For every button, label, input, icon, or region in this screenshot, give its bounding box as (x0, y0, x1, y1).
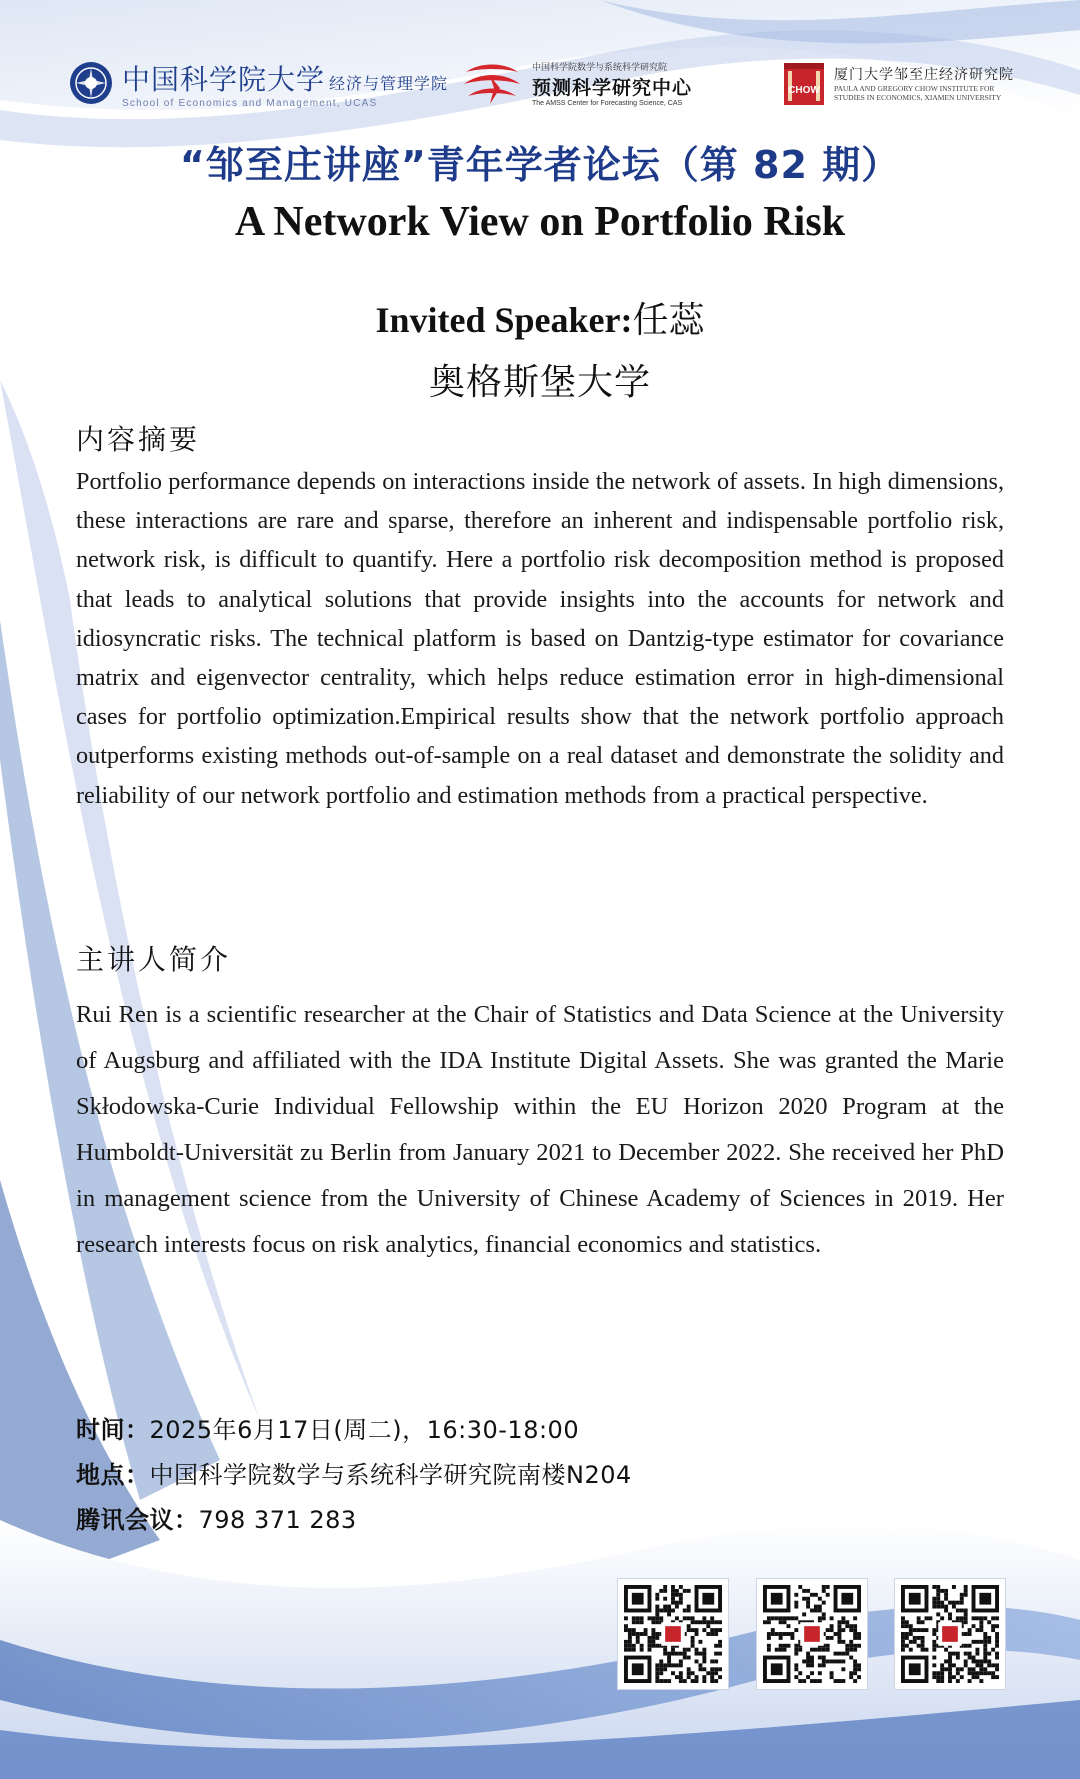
event-meeting (76, 1500, 357, 1535)
forecast-center-logo-icon (460, 58, 524, 108)
qr-code-1[interactable] (617, 1578, 729, 1690)
qr-code-icon (763, 1585, 861, 1683)
meeting-value: 798 371 283 (198, 1506, 357, 1534)
time-label: 时间： (76, 1416, 150, 1444)
meeting-label: 腾讯会议： (76, 1506, 199, 1534)
qr-code-2[interactable] (756, 1578, 868, 1690)
qr-code-icon (901, 1585, 999, 1683)
ucas-en-name: School of Economics and Management, UCAS (122, 97, 378, 109)
speaker-affiliation: 奥格斯堡大学 (428, 362, 651, 403)
event-place (76, 1455, 632, 1490)
bio-text: Rui Ren is a scientific researcher at the Chair of Statistics and Data Science at the University of Augsburg and affiliated with the IDA Institute Digital Assets. She was granted the Marie Skłodowska-Curie Individual Fellowship within the EU Horizon 2020 Program at the Humboldt-Universität zu Berlin from January 2021 to December 2022. She received her PhD in management science from the University of Chinese Academy of Sciences in 2019. Her research interests focus on risk analytics, financial economics and statistics. (76, 1001, 1004, 1258)
qr-code-icon (624, 1585, 722, 1683)
header-logos (60, 48, 1030, 118)
abstract-heading: 内容摘要 (76, 423, 201, 456)
chow-en-line1: PAULA AND GREGORY CHOW INSTITUTE FOR (834, 84, 995, 93)
abstract-text: Portfolio performance depends on interactions inside the network of assets. In high dimensions, these interactions are rare and sparse, therefore an inherent and indispensable portfolio risk, network risk, is difficult to quantify. Here a portfolio risk decomposition method is proposed that leads to analytical solutions that provide insights into the accounts for network and idiosyncratic risks. The technical platform is based on Dantzig-type estimator for covariance matrix and eigenvector centrality, which helps reduce estimation error in high-dimensional cases for portfolio optimization.Empirical results show that the network portfolio approach outperforms existing methods out-of-sample on a real dataset and demonstrate the solidity and reliability of our network portfolio and estimation methods from a practical perspective. (76, 468, 1004, 809)
forum-title-cn: “邹至庄讲座”青年学者论坛（第 82 期） (179, 143, 901, 187)
speaker-label: Invited Speaker: (375, 300, 633, 340)
speaker-line (0, 292, 1080, 343)
forecast-center-logo (460, 48, 692, 118)
forecast-cn-name: 预测科学研究中心 (532, 76, 693, 99)
talk-title: A Network View on Portfolio Risk (234, 199, 846, 245)
ucas-logo (68, 48, 448, 118)
chow-badge-text: CHOW (788, 85, 820, 96)
ucas-cn-name: 中国科学院大学 (122, 62, 326, 96)
chow-institute-logo (782, 48, 1014, 118)
time-value: 2025年6月17日(周二)，16:30-18:00 (149, 1416, 580, 1444)
place-value: 中国科学院数学与系统科学研究院南楼N204 (149, 1461, 632, 1489)
chow-cn-name: 厦门大学邹至庄经济研究院 (834, 67, 1014, 83)
place-label: 地点： (76, 1461, 150, 1489)
event-time (76, 1410, 579, 1445)
qr-code-3[interactable] (894, 1578, 1006, 1690)
forecast-parent-name: 中国科学院数学与系统科学研究院 (532, 62, 668, 73)
ucas-dept-name: 经济与管理学院 (329, 73, 449, 93)
chow-institute-logo-icon (782, 59, 826, 107)
ucas-seal-icon (68, 60, 114, 106)
chow-en-line2: STUDIES IN ECONOMICS, XIAMEN UNIVERSITY (834, 93, 1002, 102)
bio-heading: 主讲人简介 (76, 943, 232, 976)
speaker-name: 任蕊 (632, 300, 705, 341)
forecast-en-name: The AMSS Center for Forecasting Science, CAS (532, 99, 683, 107)
